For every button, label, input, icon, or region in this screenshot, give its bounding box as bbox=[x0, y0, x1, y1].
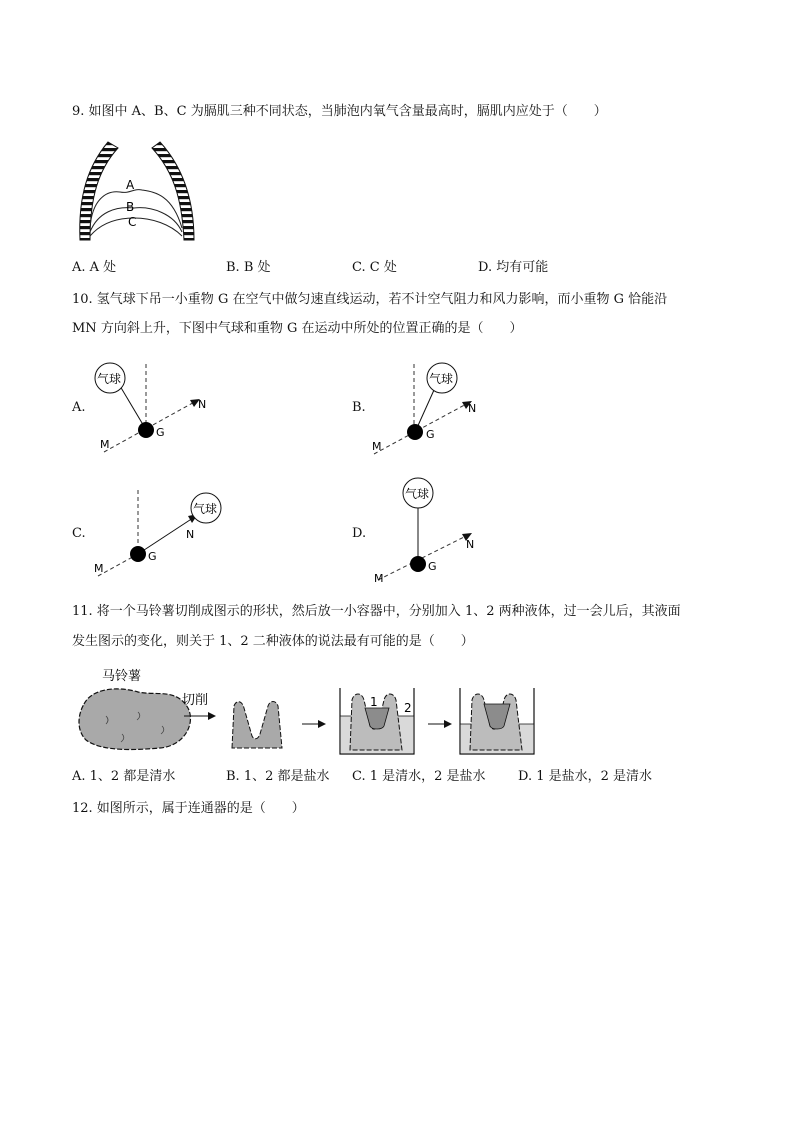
cut-label: 切削 bbox=[182, 693, 209, 708]
q11-option-c: C. 1 是清水，2 是盐水 bbox=[352, 769, 486, 784]
q10-option-c-letter: C. bbox=[72, 526, 86, 541]
liquid-1-label: 1 bbox=[370, 695, 378, 709]
diaphragm-label-c: C bbox=[128, 215, 137, 229]
q10-option-a-figure bbox=[90, 360, 230, 460]
point-m-label: M bbox=[372, 440, 382, 453]
q9-option-b: B. B 处 bbox=[226, 260, 271, 275]
point-m-label: M bbox=[94, 562, 104, 575]
balloon-label: 气球 bbox=[97, 372, 122, 386]
q9-option-a: A. A 处 bbox=[72, 260, 117, 275]
weight-label: G bbox=[428, 560, 437, 573]
q9-stem: 9. 如图中 A、B、C 为膈肌三种不同状态，当肺泡内氧气含量最高时，膈肌内应处于（ ） bbox=[72, 104, 607, 119]
q9-option-c: C. C 处 bbox=[352, 260, 397, 275]
liquid-2-label: 2 bbox=[404, 701, 412, 715]
q11-option-d: D. 1 是盐水，2 是清水 bbox=[518, 769, 653, 784]
q12-stem: 12. 如图所示，属于连通器的是（ ） bbox=[72, 801, 305, 816]
weight-label: G bbox=[148, 550, 157, 563]
q10-option-c-figure bbox=[90, 486, 250, 586]
q11-stem-line2: 发生图示的变化，则关于 1、2 二种液体的说法最有可能的是（ ） bbox=[72, 634, 474, 649]
q10-option-a-letter: A. bbox=[72, 400, 86, 415]
potato-experiment-figure bbox=[72, 664, 552, 760]
q11-option-a: A. 1、2 都是清水 bbox=[72, 769, 176, 784]
point-n-label: N bbox=[186, 528, 195, 541]
q10-option-b-letter: B. bbox=[352, 400, 366, 415]
diaphragm-label-a: A bbox=[126, 178, 135, 192]
balloon-label: 气球 bbox=[405, 487, 430, 501]
q11-stem-line1: 11. 将一个马铃薯切削成图示的形状，然后放一小容器中，分别加入 1、2 两种液体，过一会儿后，其液面 bbox=[72, 604, 681, 619]
q11-option-b: B. 1、2 都是盐水 bbox=[226, 769, 330, 784]
q9-option-d: D. 均有可能 bbox=[478, 260, 549, 275]
diaphragm-label-b: B bbox=[126, 200, 135, 214]
potato-label: 马铃薯 bbox=[102, 669, 142, 684]
point-n-label: N bbox=[198, 398, 207, 411]
q10-option-d-letter: D. bbox=[352, 526, 367, 541]
point-m-label: M bbox=[374, 572, 384, 585]
point-n-label: N bbox=[468, 402, 477, 415]
q10-option-d-figure bbox=[370, 476, 510, 588]
weight-label: G bbox=[426, 428, 435, 441]
weight-label: G bbox=[156, 426, 165, 439]
diaphragm-figure bbox=[72, 136, 204, 244]
q10-stem-line2: MN 方向斜上升，下图中气球和重物 G 在运动中所处的位置正确的是（ ） bbox=[72, 321, 523, 336]
q10-stem-line1: 10. 氢气球下吊一小重物 G 在空气中做匀速直线运动，若不计空气阻力和风力影响，而小重物 G 恰能沿 bbox=[72, 292, 668, 307]
point-m-label: M bbox=[100, 438, 110, 451]
balloon-label: 气球 bbox=[193, 502, 218, 516]
balloon-label: 气球 bbox=[429, 372, 454, 386]
point-n-label: N bbox=[466, 538, 475, 551]
q10-option-b-figure bbox=[366, 360, 506, 460]
